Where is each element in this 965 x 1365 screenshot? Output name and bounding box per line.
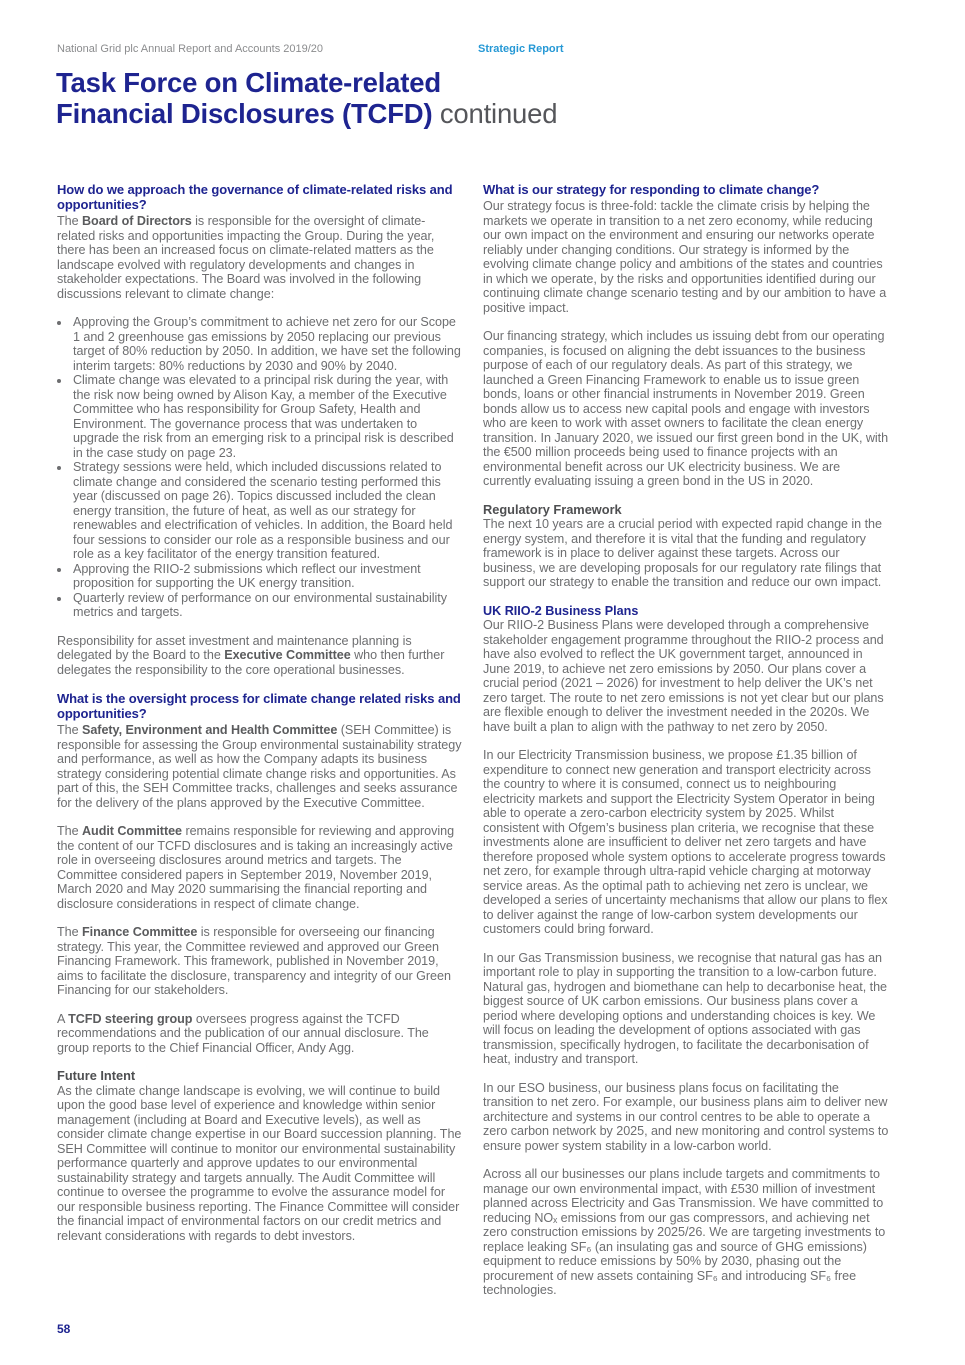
paragraph: Our financing strategy, which includes us issuing debt from our operating companies, is focused on aligning the debt issuances to the business purpose of each of our regulatory deals. As part of this strategy, we launched a Green Financing Framework to enable us to issue green bonds, loans or other financial instruments in November 2019. Green bonds allow us to access new capital pools and engage with investors who are keen to work with asset owners to facilitate the clean energy transition. In January 2020, we issued our first green bond in the UK, with the €500 million proceeds being used to finance projects with an environmental benefit across our UK electricity business. We are currently evaluating issuing a green bond in the US in 2020. xyxy=(483,329,889,488)
bullet-item: • Climate change was elevated to a principal risk during the year, with the risk now being owned by Alison Kay, a member of the Executive Committee who has responsibility for Group Safety, Health and Environment. The governance process that was undertaken to upgrade the risk from an emerging risk to a principal risk is described in the case study on page 23. xyxy=(71,373,463,460)
bullet-item: • Quarterly review of performance on our environmental sustainability metrics and targets. xyxy=(71,591,463,620)
page-title xyxy=(56,67,557,129)
section-label: Strategic Report xyxy=(478,43,564,55)
paragraph: The Safety, Environment and Health Committee (SEH Committee) is responsible for assessing the Group environmental sustainability strategy and performance, as well as how the Company adapts its business strategy considering potential climate change risks and opportunities. As part of this, the SEH Committee tracks, challenges and seeks assurance for the delivery of the plans approved by the Executive Committee. xyxy=(57,723,462,810)
paragraph: The Audit Committee remains responsible for reviewing and approving the content of our TCFD disclosures and is taking an increasingly active role in overseeing disclosures around metrics and targets. The Committee considered papers in September 2019, November 2019, March 2020 and May 2020 summarising the financial reporting and disclosure considerations in respect of climate change. xyxy=(57,824,455,911)
right-column xyxy=(483,182,889,1312)
paragraph: The Finance Committee is responsible for overseeing our financing strategy. This year, the Committee reviewed and approved our Green Financing Framework. This framework, published in November 2019, aims to facilitate the disclosure, transparency and integrity of our Green Financing for our stakeholders. xyxy=(57,925,451,997)
bullet-item: • Approving the Group’s commitment to achieve net zero for our Scope 1 and 2 greenhouse gas emissions by 2050 replacing our previous target of 80% reduction by 2050. In addition, we have set the following interim targets: 80% reductions by 2030 and 90% by 2040. xyxy=(71,315,463,373)
paragraph: A TCFD steering group oversees progress against the TCFD recommendations and the publication of our annual disclosure. The group reports to the Chief Financial Officer, Andy Agg. xyxy=(57,1011,429,1055)
two-column-body xyxy=(57,182,889,1312)
paragraph: Across all our businesses our plans include targets and commitments to manage our own environmental impact, with £530 million of investment planned across Electricity and Gas Transmission. We have committed to reducing NOₓ emissions from our gas compressors, and achieving net zero construction emissions by 2025/26. We are targeting investments to replace leaking SF₆ (an insulating gas and source of GHG emissions) equipment to reduce emissions by 50% by 2030, phasing out the procurement of new assets containing SF₆ and introducing SF₆ free technologies. xyxy=(483,1167,886,1297)
bullet-item: • Approving the RIIO-2 submissions which reflect our investment proposition for supporting the UK energy transition. xyxy=(71,562,463,591)
left-column xyxy=(57,182,463,1312)
paragraph: In our Electricity Transmission business, we propose £1.35 billion of expenditure to connect new generation and transport electricity across the country to where it is consumed, connect us to neighbouring electricity markets and support the Electricity System Operator in being able to operate a zero-carbon electricity system by 2025. Whilst consistent with Ofgem’s business plan criteria, we recognise that these investments alone are insufficient to deliver net zero targets and have therefore proposed whole system options to accelerate progress towards net zero, for example through ultra-rapid vehicle charging at motorway service areas. As the optimal path to achieving net zero is unclear, we developed a series of uncertainty mechanisms that allow our plans to flex to deliver against the range of low-carbon system developments our customers could bring forward. xyxy=(483,748,888,936)
section-heading: How do we approach the governance of climate-related risks and opportunities? xyxy=(57,182,453,212)
paragraph: The Board of Directors is responsible for the oversight of climate-related risks and opportunities impacting the Group. During the year, there has been an increased focus on climate-related matters as the landscape evolved with regulatory developments and changes in stakeholder expectations. The Board was involved in the following discussions relevant to climate change: xyxy=(57,214,435,301)
paragraph: Our RIIO-2 Business Plans were developed through a comprehensive stakeholder engagement programme throughout the RIIO-2 process and have also evolved to reflect the UK government target, announced in June 2019, to achieve net zero emissions by 2050. Our plans cover a crucial period (2021 – 2026) for investment to help deliver the UK’s net zero target. The route to net zero emissions is not yet clear but our plans are flexible enough to deliver the investment needed in the 2020s. We have built a plan to align with the pathway to net zero by 2050. xyxy=(483,618,884,734)
page-title-continued: continued xyxy=(432,98,558,129)
paragraph: As the climate change landscape is evolving, we will continue to build upon the good base level of experience and knowledge within senior management (including at Board and Executive levels), as well as consider climate change expertise in our Board succession planning. The SEH Committee will continue to monitor our environmental sustainability performance quarterly and approve updates to our environmental sustainability strategy and targets annually. The Audit Committee will continue to oversee the programme to evolve the assurance model for our responsible business reporting. The Finance Committee will consider the financial impact of environmental factors on our credit metrics and relevant considerations with regards to debt investors. xyxy=(57,1083,462,1243)
section-heading: What is the oversight process for climate change related risks and opportunities? xyxy=(57,691,461,721)
paragraph: Responsibility for asset investment and maintenance planning is delegated by the Board to the Executive Committee who then further delegates the responsibility to the core operational businesses. xyxy=(57,633,445,677)
section-heading: What is our strategy for responding to climate change? xyxy=(483,182,820,197)
page-title-line2: Financial Disclosures (TCFD) xyxy=(56,98,433,129)
sub-heading: Regulatory Framework xyxy=(483,501,622,517)
page-number: 58 xyxy=(57,1322,71,1336)
paragraph: In our ESO business, our business plans focus on facilitating the transition to net zero. For example, our business plans aim to deliver new architecture and systems in our control centres to be able to operate a zero carbon network by 2025, and new monitoring and control systems to ensure power system stability in a low-carbon world. xyxy=(483,1080,889,1153)
bullet-item: • Strategy sessions were held, which included discussions related to climate change and considered the scenario testing performed this year (discussed on page 26). Topics discussed included the clean energy transition, the future of heat, as well as our strategy for renewables and electrification of vehicles. In addition, the Board held four sessions to consider our role as a responsible business and our role as a key facilitator of the energy transition featured. xyxy=(71,460,463,562)
paragraph: In our Gas Transmission business, we recognise that natural gas has an important role to play in supporting the transition to a low-carbon future. Natural gas, hydrogen and biomethane can help to decarbonise heat, the biggest source of UK carbon emissions. Our business plans cover a period where developing options and understanding choices is key. We will focus on leading the development of options associated with gas transmission, specifically hydrogen, to facilitate the decarbonisation of heat, industry and transport. xyxy=(483,950,887,1066)
bullet-list xyxy=(57,315,463,620)
paragraph: The next 10 years are a crucial period with expected rapid change in the energy system, and therefore it is vital that the funding and regulatory framework is in place to deliver against these targets. Across our business, we are developing proposals for our regulatory rate filings that support our strategy to enable the transition and reduce our own impact. xyxy=(483,517,882,589)
sub-heading: Future Intent xyxy=(57,1068,136,1083)
report-meta-title: National Grid plc Annual Report and Accounts 2019/20 xyxy=(57,43,324,55)
sub-heading-blue: UK RIIO-2 Business Plans xyxy=(483,603,639,618)
page-title-line1: Task Force on Climate-related xyxy=(56,67,441,98)
paragraph: Our strategy focus is three-fold: tackle the climate crisis by helping the markets we operate in transition to a net zero economy, while reducing our own impact on the environment and ensuring our networks operate reliably under changing conditions. Our strategy is informed by the evolving climate change policy and ambitions of the states and countries in which we operate, by the risks and opportunities identified during our continuing climate change scenario testing and by our ambition to have a positive impact. xyxy=(483,199,887,315)
